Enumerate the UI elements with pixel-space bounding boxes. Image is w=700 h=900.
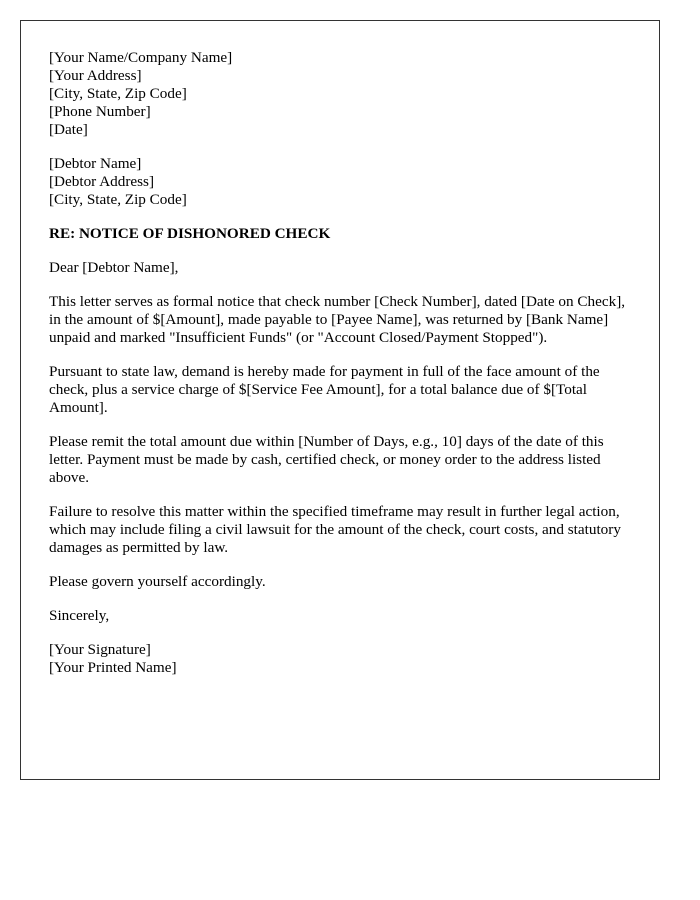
salutation: Dear [Debtor Name], bbox=[49, 259, 179, 276]
sender-city-state-zip: [City, State, Zip Code] bbox=[49, 85, 187, 102]
body-paragraph-2: Pursuant to state law, demand is hereby made for payment in full of the face amount of the check, plus a service charge of $[Service Fee Amount], for a total balance due of $[Total Amount]. bbox=[49, 363, 600, 416]
sender-name: [Your Name/Company Name] bbox=[49, 49, 233, 66]
printed-name: [Your Printed Name] bbox=[49, 659, 177, 676]
recipient-address: [Debtor Address] bbox=[49, 173, 155, 190]
signature-line: [Your Signature] bbox=[49, 641, 151, 658]
sender-phone: [Phone Number] bbox=[49, 103, 151, 120]
recipient-city-state-zip: [City, State, Zip Code] bbox=[49, 191, 187, 208]
recipient-name: [Debtor Name] bbox=[49, 155, 142, 172]
signature-block bbox=[49, 641, 631, 677]
body-paragraph-5: Please govern yourself accordingly. bbox=[49, 573, 266, 590]
sender-address-block bbox=[49, 49, 631, 139]
letter-date: [Date] bbox=[49, 121, 88, 138]
letter-page bbox=[20, 20, 660, 780]
recipient-address-block bbox=[49, 155, 631, 209]
subject-line: RE: NOTICE OF DISHONORED CHECK bbox=[49, 225, 331, 242]
body-paragraph-1: This letter serves as formal notice that check number [Check Number], dated [Date on Check], in the amount of $[Amount], made payable to [Payee Name], was returned by [Bank Name] unpaid and marked "Insufficient Funds" (or "Account Closed/Payment Stopped"). bbox=[49, 293, 626, 346]
sender-address: [Your Address] bbox=[49, 67, 142, 84]
closing: Sincerely, bbox=[49, 607, 110, 624]
body-paragraph-4: Failure to resolve this matter within the specified timeframe may result in further legal action, which may include filing a civil lawsuit for the amount of the check, court costs, and statutory damages as permitted by law. bbox=[49, 503, 621, 556]
body-paragraph-3: Please remit the total amount due within [Number of Days, e.g., 10] days of the date of this letter. Payment must be made by cash, certified check, or money order to the address listed above. bbox=[49, 433, 604, 486]
